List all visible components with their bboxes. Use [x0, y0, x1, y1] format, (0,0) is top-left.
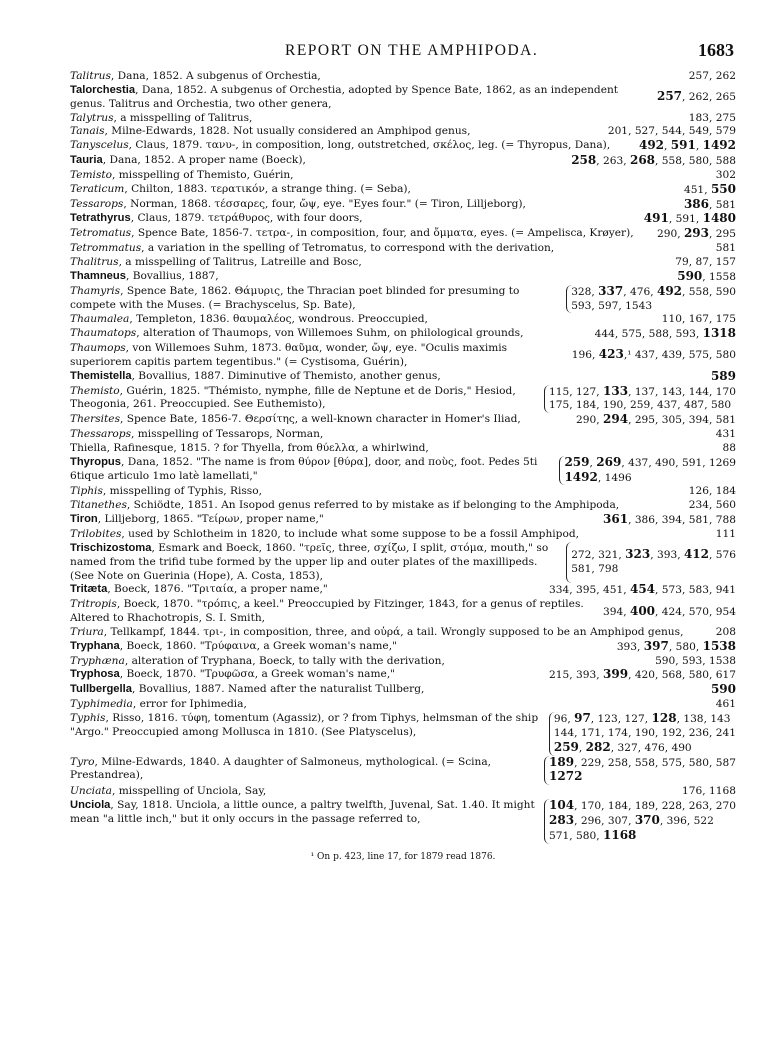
- page-reference-line: 79, 87, 157: [675, 255, 736, 268]
- page-number: 1683: [698, 40, 734, 60]
- index-entry: [70, 499, 736, 513]
- page-reference-line: 593, 597, 1543: [571, 299, 653, 312]
- entry-description: , Boeck, 1870. "Τρυφῶσα, a Greek woman's name,": [119, 668, 396, 681]
- genus-name: Thaumalea: [70, 313, 130, 326]
- page-references: [689, 70, 736, 84]
- entry-text: [70, 112, 689, 126]
- index-entry: [70, 139, 736, 154]
- genus-name: Tetrommatus: [70, 242, 142, 255]
- genus-name: Unciola: [70, 799, 111, 812]
- genus-name: Thaumatops: [70, 327, 137, 340]
- genus-name: Themistella: [70, 369, 132, 382]
- genus-name: Tullbergella: [70, 683, 132, 696]
- page-references: [662, 313, 736, 327]
- genus-name: Unciata: [70, 785, 112, 798]
- entry-description: , a variation in the spelling of Tetromatus, to correspond with the derivation,: [141, 242, 555, 255]
- entry-description: , Spence Bate, 1862. Θάμυρις, the Thracian poet blinded for presuming to compete with the Muses. (= Brachyscelus, Sp. Bate),: [70, 284, 520, 311]
- genus-name: Tessarops: [70, 197, 124, 210]
- entry-text: [70, 154, 571, 169]
- entry-description: , misspelling of Typhis, Risso,: [102, 485, 262, 498]
- page-reference-line: 590, 593, 1538: [655, 654, 736, 667]
- genus-name: Tritæta: [70, 583, 108, 596]
- entry-text: [70, 285, 564, 314]
- index-entry: [70, 227, 736, 242]
- entry-description: , Bovallius, 1887,: [125, 269, 219, 282]
- entry-description: , Spence Bate, 1856-7. Θερσίτης, a well-known character in Homer's Iliad,: [120, 413, 521, 426]
- page-references: [711, 370, 736, 385]
- entry-text: [70, 270, 677, 285]
- page-reference-line: 110, 167, 175: [661, 313, 736, 326]
- page-reference-line: 111: [715, 528, 736, 540]
- page-reference-line: 189, 229, 258, 558, 575, 580, 587: [549, 754, 736, 769]
- page-references: [639, 139, 736, 154]
- page-references: [571, 154, 736, 169]
- page-reference-line: 334, 395, 451, 454, 573, 583, 941: [549, 582, 736, 597]
- entry-text: [70, 139, 639, 154]
- entry-description: , Dana, 1852. A subgenus of Orchestia,: [110, 70, 321, 82]
- genus-name: Talitrus: [70, 70, 111, 82]
- index-entry: [70, 799, 736, 844]
- page-reference-line: 1492, 1496: [564, 469, 632, 484]
- genus-name: Tritropis: [70, 598, 117, 611]
- entry-description: , Guérin, 1825. "Thémisto, nymphe, fille de Neptune et de Doris," Hesiod, Theogonia, 261. Preoccupied. See Euthemisto),: [70, 384, 516, 411]
- page-references: [689, 112, 736, 126]
- page-reference-line: 361, 386, 394, 581, 788: [603, 512, 736, 527]
- page-references: [544, 385, 736, 414]
- page-reference-line: 571, 580, 1168: [549, 827, 637, 842]
- page-reference-line: 302: [715, 168, 736, 181]
- genus-name: Thaumops: [70, 342, 126, 355]
- footnote: ¹ On p. 423, line 17, for 1879 read 1876.: [310, 851, 496, 862]
- page-references: [566, 542, 736, 584]
- page-references: [689, 499, 736, 513]
- page-references: [549, 712, 736, 756]
- entry-description: , Milne-Edwards, 1840. A daughter of Salmoneus, mythological. (= Scina, Prestandrea),: [70, 755, 492, 782]
- entry-text: [70, 456, 557, 486]
- index-entry: [70, 485, 736, 499]
- page-reference-line: 196, 423,¹ 437, 439, 575, 580: [571, 347, 736, 362]
- entry-text: [70, 528, 716, 542]
- entry-text: [70, 583, 549, 598]
- index-entry: [70, 70, 736, 84]
- index-entry: [70, 84, 736, 112]
- index-entry: [70, 456, 736, 486]
- page-header: [70, 40, 736, 70]
- entry-description: , Rafinesque, 1815. ? for Thyella, from θύελλα, a whirlwind,: [106, 441, 429, 454]
- index-entry: [70, 683, 736, 698]
- page-reference-line: 175, 184, 190, 259, 437, 487, 580: [549, 399, 732, 412]
- page-references: [566, 285, 736, 314]
- entry-description: , a misspelling of Talitrus, Latreille and Bosc,: [118, 255, 362, 268]
- page-reference-line: 126, 184: [688, 485, 736, 498]
- page-reference-line: 461: [715, 698, 736, 711]
- index-entry: [70, 668, 736, 683]
- index-entries: [70, 70, 736, 844]
- index-entry: [70, 385, 736, 414]
- page-reference-line: 215, 393, 399, 420, 568, 580, 617: [549, 667, 736, 682]
- genus-name: Titanethes: [70, 499, 127, 512]
- entry-text: [70, 70, 689, 84]
- entry-text: [70, 542, 564, 584]
- genus-name: Tryphana: [70, 639, 120, 652]
- entry-description: , Claus, 1879. τετράθυρος, with four doors,: [130, 212, 363, 225]
- entry-text: [70, 485, 689, 499]
- page-references: [657, 227, 736, 242]
- genus-name: Talorchestia: [70, 83, 136, 96]
- page-references: [716, 169, 736, 183]
- entry-description: , alteration of Thaumops, von Willemoes Suhm, on philological grounds,: [136, 327, 524, 340]
- entry-text: [70, 125, 608, 139]
- index-entry: [70, 212, 736, 227]
- page-reference-line: 590, 1558: [677, 268, 736, 283]
- genus-name: Tauria: [70, 154, 103, 167]
- page-reference-line: 1272: [549, 769, 583, 784]
- index-entry: [70, 583, 736, 598]
- page-reference-line: 491, 591, 1480: [643, 211, 736, 226]
- entry-text: [70, 169, 716, 183]
- genus-name: Tanyscelus: [70, 139, 129, 152]
- index-entry: [70, 270, 736, 285]
- index-entry: [70, 313, 736, 327]
- page-reference-line: 104, 170, 184, 189, 228, 263, 270: [549, 798, 736, 813]
- page-references: [576, 413, 736, 428]
- genus-name: Tryphæna: [70, 654, 125, 667]
- entry-text: [70, 84, 657, 112]
- page-references: [549, 668, 736, 683]
- genus-name: Temisto: [70, 168, 113, 181]
- index-entry: [70, 640, 736, 655]
- genus-name: Triura: [70, 625, 104, 638]
- index-entry: [70, 183, 736, 198]
- page-reference-line: 208: [715, 625, 736, 638]
- running-title: REPORT ON THE AMPHIPODA.: [285, 42, 539, 59]
- entry-text: [70, 756, 542, 786]
- genus-name: Thamneus: [70, 269, 126, 282]
- page-references: [572, 342, 736, 370]
- entry-description: , Spence Bate, 1856-7. τετρα-, in composition, four, and ὄμματα, eyes. (= Ampelisca, Krøyer),: [131, 227, 634, 240]
- page-reference-line: 283, 296, 307, 370, 396, 522: [549, 812, 714, 827]
- entry-description: , Boeck, 1860. "Τρύφαινα, a Greek woman's name,": [119, 639, 397, 652]
- entry-description: , misspelling of Tessarops, Norman,: [131, 428, 324, 441]
- page-references: [608, 125, 736, 139]
- entry-description: , Schiödte, 1851. An Isopod genus referred to by mistake as if belonging to the Amphipoda,: [126, 499, 620, 512]
- genus-name: Typhimedia: [70, 698, 133, 711]
- page-reference-line: 290, 294, 295, 305, 394, 581: [576, 412, 736, 427]
- page-reference-line: 581, 798: [571, 563, 619, 576]
- page-references: [689, 485, 736, 499]
- page-references: [684, 183, 736, 198]
- page-reference-line: 258, 263, 268, 558, 580, 588: [571, 153, 736, 168]
- entry-text: [70, 183, 684, 198]
- genus-name: Themisto: [70, 384, 120, 397]
- entry-text: [70, 428, 716, 442]
- page-references: [682, 785, 736, 799]
- entry-description: , misspelling of Themisto, Guérin,: [112, 168, 294, 181]
- page-references: [675, 256, 736, 270]
- page-reference-line: 386, 581: [683, 196, 736, 211]
- page-reference-line: 259, 269, 437, 490, 591, 1269: [564, 454, 736, 469]
- entry-description: , Risso, 1816. τύφη, tomentum (Agassiz), or ? from Tiphys, helmsman of the ship "Argo." Preoccupied among Mollusca in 1810. (See Platyscelus),: [70, 711, 539, 738]
- entry-description: , Chilton, 1883. τερατικόν, a strange thing. (= Seba),: [124, 182, 411, 195]
- genus-name: Thalitrus: [70, 255, 119, 268]
- page-reference-line: 451, 550: [683, 181, 736, 196]
- index-entry: [70, 154, 736, 169]
- entry-description: , a misspelling of Talitrus,: [113, 111, 253, 124]
- entry-text: [70, 442, 723, 456]
- page-reference-line: 115, 127, 133, 137, 143, 144, 170: [549, 383, 736, 398]
- index-entry: [70, 413, 736, 428]
- entry-text: [70, 413, 576, 428]
- page-reference-line: 444, 575, 588, 593, 1318: [594, 326, 736, 341]
- entry-description: , von Willemoes Suhm, 1873. θαῦμα, wonder, ὤψ, eye. "Oculis maximis superiorem capitis partem tegentibus." (= Cystisoma, Guérin),: [70, 342, 508, 368]
- index-entry: [70, 242, 736, 256]
- genus-name: Trischizostoma: [70, 541, 152, 554]
- entry-text: [70, 626, 716, 640]
- entry-description: , Dana, 1852. A subgenus of Orchestia, adopted by Spence Bate, 1862, as an independent genus. Talitrus and Orchestia, two other genera,: [70, 83, 619, 110]
- page-references: [544, 799, 736, 844]
- entry-text: [70, 598, 603, 626]
- page-references: [711, 683, 736, 698]
- genus-name: Thiella: [70, 441, 107, 454]
- index-entry: [70, 342, 736, 370]
- page-reference-line: 581: [715, 242, 736, 255]
- page-reference-line: 589: [710, 368, 736, 383]
- index-entry: [70, 370, 736, 385]
- index-entry: [70, 655, 736, 669]
- genus-name: Talytrus: [70, 111, 114, 124]
- page-reference-line: 290, 293, 295: [656, 226, 736, 241]
- entry-description: , misspelling of Unciola, Say,: [111, 785, 267, 798]
- entry-text: [70, 683, 711, 698]
- page-references: [716, 626, 736, 640]
- index-entry: [70, 785, 736, 799]
- page-reference-line: 431: [715, 428, 736, 441]
- page-reference-line: 393, 397, 580, 1538: [616, 638, 736, 653]
- entry-text: [70, 385, 542, 414]
- index-entry: [70, 626, 736, 640]
- genus-name: Tiphis: [70, 485, 103, 498]
- index-entry: [70, 125, 736, 139]
- page-references: [603, 598, 736, 626]
- index-entry: [70, 442, 736, 456]
- genus-name: Thyropus: [70, 455, 121, 468]
- entry-text: [70, 655, 655, 669]
- page-reference-line: 176, 1168: [682, 785, 736, 798]
- genus-name: Tetrathyrus: [70, 212, 131, 225]
- entry-text: [70, 513, 603, 528]
- index-entry: [70, 698, 736, 712]
- page-reference-line: 257, 262, 265: [656, 89, 736, 104]
- page-reference-line: 590: [710, 682, 736, 697]
- genus-name: Typhis: [70, 711, 106, 724]
- page-references: [716, 242, 736, 256]
- entry-text: [70, 499, 689, 513]
- entry-description: , Milne-Edwards, 1828. Not usually considered an Amphipod genus,: [104, 125, 471, 138]
- page-references: [603, 513, 736, 528]
- entry-description: , Boeck, 1876. "Τριταία, a proper name,": [107, 583, 328, 596]
- page-references: [684, 198, 736, 213]
- page-reference-line: 272, 321, 323, 393, 412, 576: [571, 547, 736, 562]
- index-entry: [70, 256, 736, 270]
- index-entry: [70, 428, 736, 442]
- genus-name: Tryphosa: [70, 668, 120, 681]
- entry-text: [70, 640, 617, 655]
- genus-name: Tetromatus: [70, 227, 132, 240]
- entry-description: , Esmark and Boeck, 1860. "τρεῖς, three, σχίζω, I split, στόμα, mouth," so named from the trifid tube formed by the upper lip and outer plates of the maxillipeds. (See Note on Guerinia (Hope), A. Costa, 1853),: [70, 541, 549, 582]
- index-entry: [70, 542, 736, 584]
- index-entry: [70, 285, 736, 314]
- genus-name: Tyro: [70, 755, 95, 768]
- entry-description: , Bovallius, 1887. Named after the naturalist Tullberg,: [131, 683, 425, 696]
- genus-name: Tanais: [70, 125, 105, 138]
- page-reference-line: 394, 400, 424, 570, 954: [603, 603, 736, 618]
- page-references: [716, 528, 736, 542]
- page-reference-line: 257, 262: [688, 70, 736, 82]
- page-references: [716, 428, 736, 442]
- genus-name: Thersites: [70, 413, 121, 426]
- page-reference-line: 492, 591, 1492: [638, 138, 736, 153]
- entry-description: , Claus, 1879. τανυ-, in composition, long, outstretched, σκέλος, leg. (= Thyropus, Dana),: [128, 139, 611, 152]
- page-references: [723, 442, 736, 456]
- genus-name: Tiron: [70, 513, 98, 526]
- index-entry: [70, 513, 736, 528]
- index-entry: [70, 169, 736, 183]
- entry-description: , Dana, 1852. "The name is from θύρον [θύρα], door, and ποὺς, foot. Pedes 5ti 6tique articulo 1mo latè lamellati,": [70, 455, 538, 482]
- entry-text: [70, 785, 682, 799]
- page-reference-line: 144, 171, 174, 190, 192, 236, 241: [553, 726, 736, 739]
- page-reference-line: 259, 282, 327, 476, 490: [553, 739, 692, 754]
- page-references: [617, 640, 736, 655]
- entry-text: [70, 327, 595, 342]
- entry-text: [70, 668, 549, 683]
- entry-description: , Tellkampf, 1844. τρι-, in composition, three, and οὐρά, a tail. Wrongly supposed to be an Amphipod genus,: [103, 625, 684, 638]
- entry-text: [70, 313, 662, 327]
- page-references: [644, 212, 736, 227]
- page-references: [549, 583, 736, 598]
- genus-name: Trilobites: [70, 528, 122, 540]
- page-references: [677, 270, 736, 285]
- entry-description: , Bovallius, 1887. Diminutive of Themisto, another genus,: [131, 369, 441, 382]
- entry-text: [70, 212, 644, 227]
- entry-text: [70, 712, 547, 756]
- entry-text: [70, 256, 675, 270]
- entry-description: , Templeton, 1836. θαυμαλέος, wondrous. Preoccupied,: [129, 313, 428, 326]
- entry-text: [70, 227, 657, 242]
- entry-text: [70, 698, 716, 712]
- genus-name: Teraticum: [70, 182, 125, 195]
- genus-name: Thessarops: [70, 428, 132, 441]
- page-reference-line: 96, 97, 123, 127, 128, 138, 143: [553, 710, 731, 725]
- index-entry: [70, 198, 736, 213]
- page-references: [655, 655, 736, 669]
- entry-text: [70, 242, 716, 256]
- page-references: [657, 84, 736, 112]
- page-reference-line: 328, 337, 476, 492, 558, 590: [571, 283, 736, 298]
- index-entry: [70, 712, 736, 756]
- page-references: [544, 756, 736, 786]
- page-references: [716, 698, 736, 712]
- page-reference-line: 88: [722, 441, 736, 454]
- entry-text: [70, 799, 542, 844]
- entry-text: [70, 370, 711, 385]
- entry-description: , used by Schlotheim in 1820, to include what some suppose to be a fossil Amphipod,: [121, 528, 579, 540]
- entry-description: , Lilljeborg, 1865. "Τείρων, proper name,": [97, 513, 324, 526]
- entry-description: , error for Iphimedia,: [132, 698, 247, 711]
- index-entry: [70, 528, 736, 542]
- index-entry: [70, 756, 736, 786]
- entry-text: [70, 342, 572, 370]
- entry-description: , Say, 1818. Unciola, a little ounce, a paltry twelfth, Juvenal, Sat. 1.40. It might mean "a little inch," but it only occurs in the passage referred to,: [70, 799, 535, 825]
- index-entry: [70, 112, 736, 126]
- index-entry: [70, 598, 736, 626]
- genus-name: Thamyris: [70, 284, 121, 297]
- page-references: [595, 327, 736, 342]
- entry-text: [70, 198, 684, 213]
- page-references: [559, 456, 736, 486]
- page-reference-line: 234, 560: [688, 499, 736, 512]
- page-reference-line: 183, 275: [688, 111, 736, 124]
- entry-description: , Dana, 1852. A proper name (Boeck),: [102, 154, 306, 167]
- entry-description: , Boeck, 1870. "τρόπις, a keel." Preoccupied by Fitzinger, 1843, for a genus of reptiles. Altered to Rhachotropis, S. I. Smith,: [70, 598, 584, 625]
- page-reference-line: 201, 527, 544, 549, 579: [607, 125, 736, 138]
- index-entry: [70, 327, 736, 342]
- entry-description: , Norman, 1868. τέσσαρες, four, ὤψ, eye. "Eyes four." (= Tiron, Lilljeborg),: [123, 197, 526, 210]
- entry-description: , alteration of Tryphana, Boeck, to tally with the derivation,: [124, 654, 445, 667]
